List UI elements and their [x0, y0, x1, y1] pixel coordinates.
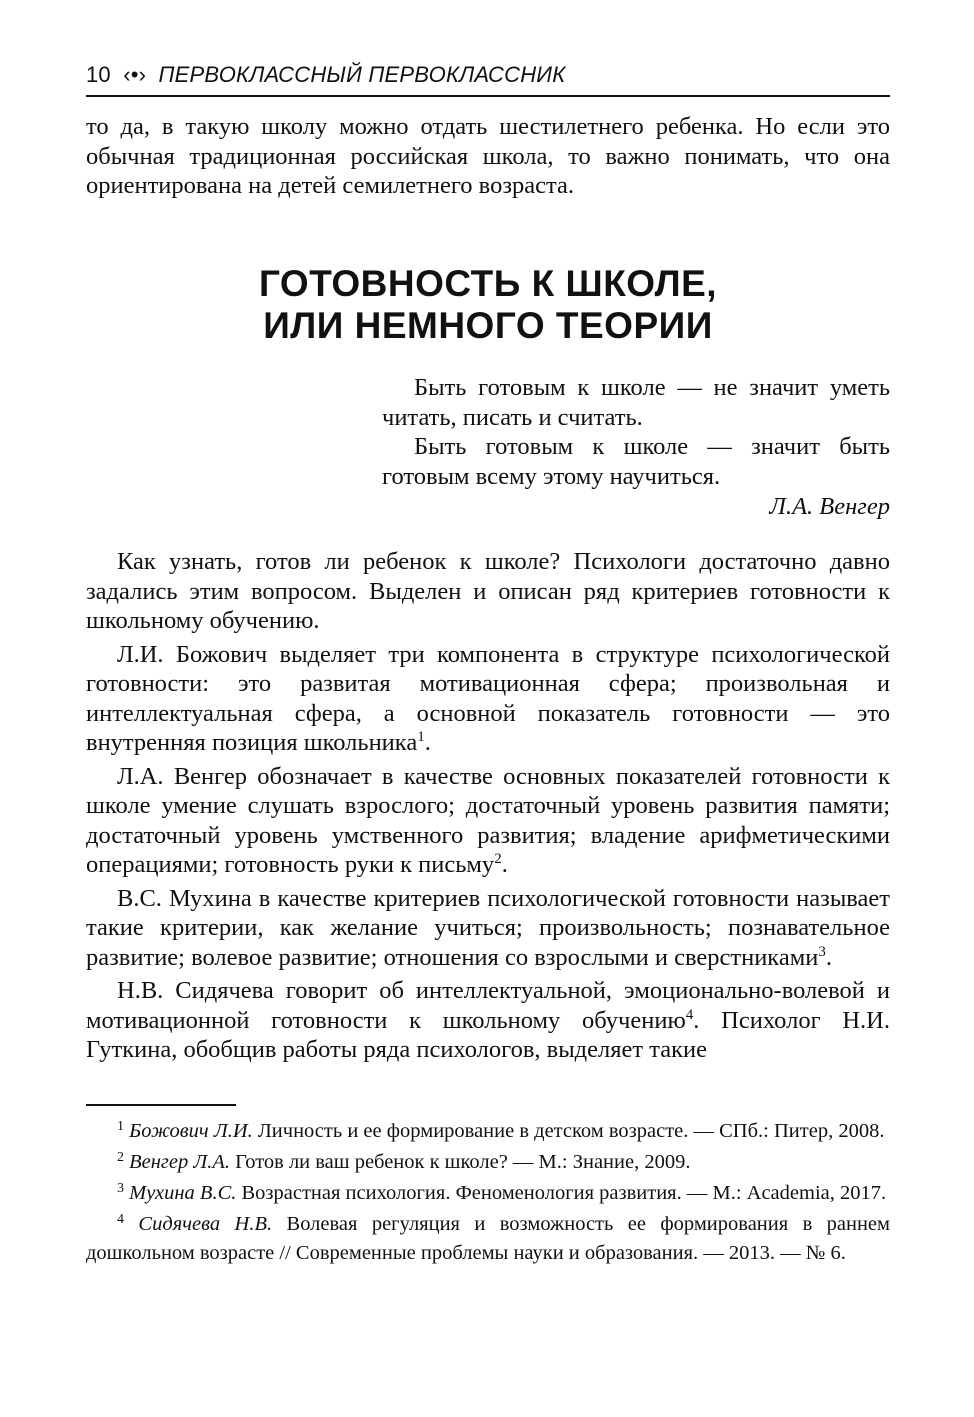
main-body — [86, 547, 890, 1069]
footnote-author: Венгер Л.А. — [129, 1151, 231, 1173]
page-number: 10 — [86, 62, 111, 87]
header-divider — [86, 95, 890, 97]
footnotes — [86, 1117, 890, 1270]
footnote-ref-1[interactable]: 1 — [417, 729, 425, 745]
paragraph-1: Как узнать, готов ли ребенок к школе? Психологи достаточно давно задались этим вопросом. Выделен и описан ряд критериев готовности к школьному обучению. — [86, 548, 890, 634]
footnote-text: Возрастная психология. Феноменология развития. — М.: Academia, 2017. — [241, 1182, 887, 1204]
lead-paragraph: то да, в такую школу можно отдать шестилетнего ребенка. Но если это обычная традиционная российская школа, то важно понимать, что она ориентирована на детей семилетнего возраста. — [86, 113, 890, 199]
paragraph-4 — [86, 884, 890, 973]
footnote-author: Мухина В.С. — [129, 1182, 237, 1204]
paragraph-4-end: . — [825, 943, 832, 971]
footnote-marker: 2 — [117, 1150, 124, 1165]
paragraph-3 — [86, 762, 890, 880]
epigraph-line-1: Быть готовым к школе — не значит уметь читать, писать и считать. — [382, 374, 890, 431]
footnote-3 — [86, 1179, 890, 1208]
footnote-marker: 1 — [117, 1119, 124, 1134]
section-title-line-1: ГОТОВНОСТЬ К ШКОЛЕ, — [258, 263, 718, 304]
footnote-1 — [86, 1117, 890, 1146]
paragraph-2-end: . — [424, 729, 431, 756]
epigraph-line-2: Быть готовым к школе — значит быть готовым всему этому научиться. — [382, 433, 890, 490]
paragraph-4-text: В.С. Мухина в качестве критериев психологической готовности называет такие критерии, как желание учиться; произвольность; познавательное развитие; волевое развитие; отношения со взрослыми и сверстниками — [86, 884, 890, 971]
book-title: ПЕРВОКЛАССНЫЙ ПЕРВОКЛАССНИК — [158, 62, 566, 87]
running-head — [86, 62, 890, 88]
section-title — [86, 263, 890, 347]
footnote-2 — [86, 1148, 890, 1177]
footnote-marker: 3 — [117, 1181, 124, 1196]
footnote-text: Готов ли ваш ребенок к школе? — М.: Знание, 2009. — [235, 1151, 691, 1173]
paragraph-5-text: Н.В. Сидячева говорит об интеллектуальной, эмоционально-волевой и мотивационной готовности к школьному обучению — [86, 977, 890, 1034]
paragraph-5-end: . Психолог Н.И. Гуткина, обобщив работы ряда психологов, выделяет такие — [86, 1006, 890, 1063]
paragraph-2 — [86, 640, 890, 758]
footnote-author: Божович Л.И. — [129, 1120, 253, 1142]
footnote-divider — [86, 1104, 236, 1106]
epigraph-attribution: Л.А. Венгер — [769, 493, 890, 520]
footnote-marker: 4 — [117, 1212, 124, 1227]
paragraph-2-text: Л.И. Божович выделяет три компонента в структуре психологической готовности: это развитая мотивационная сфера; произвольная и интеллектуальная сфера, а основной показатель готовности — это внутренняя позиция школьника — [86, 640, 890, 756]
footnote-4 — [86, 1210, 890, 1268]
footnote-text: Личность и ее формирование в детском возрасте. — СПб.: Питер, 2008. — [257, 1120, 885, 1142]
footnote-ref-4[interactable]: 4 — [685, 1006, 694, 1023]
footnote-text: Волевая регуляция и возможность ее формирования в раннем дошкольном возрасте // Современные проблемы науки и образования. — 2013. — № 6. — [86, 1213, 891, 1264]
ornament-icon: ‹•› — [123, 62, 147, 87]
footnote-author: Сидячева Н.В. — [138, 1213, 273, 1235]
section-title-line-2: ИЛИ НЕМНОГО ТЕОРИИ — [263, 305, 713, 346]
epigraph — [382, 373, 890, 522]
paragraph-3-end: . — [501, 851, 508, 878]
paragraph-3-text: Л.А. Венгер обозначает в качестве основных показателей готовности к школе умение слушать взрослого; достаточный уровень развития памяти; достаточный уровень умственного развития; владение арифметическими операциями; готовность руки к письму — [86, 762, 890, 878]
footnote-ref-3[interactable]: 3 — [818, 943, 826, 960]
paragraph-5 — [86, 976, 890, 1065]
footnote-ref-2[interactable]: 2 — [494, 851, 502, 867]
